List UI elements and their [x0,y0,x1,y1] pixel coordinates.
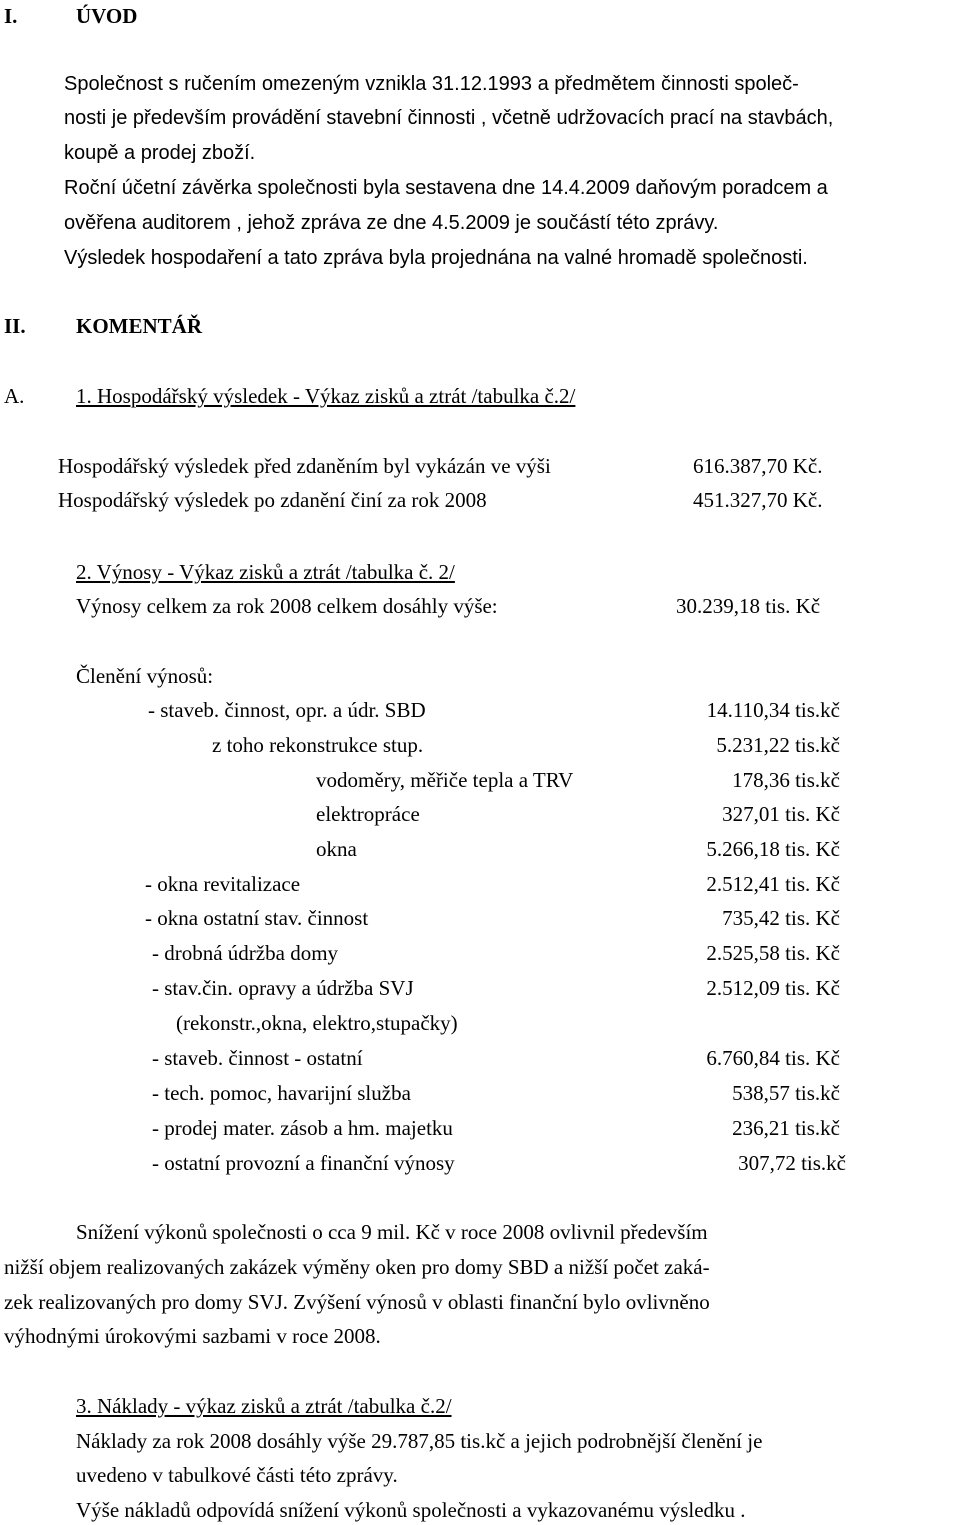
result-label: Hospodářský výsledek po zdanění činí za rok 2008 [58,488,487,512]
breakdown-label: - staveb. činnost, opr. a údr. SBD [148,698,426,722]
breakdown-note: (rekonstr.,okna, elektro,stupačky) [176,1011,458,1035]
breakdown-value: 6.760,84 tis. Kč [706,1046,840,1070]
comment-line: zek realizovaných pro domy SVJ. Zvýšení výnosů v oblasti finanční bylo ovlivněno [4,1290,710,1314]
revenue-total-label: Výnosy celkem za rok 2008 celkem dosáhly výše: [76,594,498,618]
breakdown-value: 2.512,09 tis. Kč [706,976,840,1000]
part-letter: A. [4,384,25,408]
costs-line: Výše nákladů odpovídá snížení výkonů společnosti a vykazovanému výsledku . [76,1498,746,1522]
breakdown-label: - stav.čin. opravy a údržba SVJ [152,976,414,1000]
breakdown-label: elektropráce [316,802,420,826]
breakdown-value: 5.231,22 tis.kč [716,733,840,757]
breakdown-value: 5.266,18 tis. Kč [706,837,840,861]
breakdown-label: - ostatní provozní a finanční výnosy [152,1151,455,1175]
comment-line: nižší objem realizovaných zakázek výměny oken pro domy SBD a nižší počet zaká- [4,1255,710,1279]
subsection-heading: 1. Hospodářský výsledek - Výkaz zisků a ztrát /tabulka č.2/ [76,384,576,408]
intro-line: nosti je především provádění stavební činnosti , včetně udržovacích prací na stavbách, [64,107,834,129]
breakdown-value: 236,21 tis.kč [732,1116,840,1140]
subsection-heading: 3. Náklady - výkaz zisků a ztrát /tabulka č.2/ [76,1394,452,1418]
costs-line: Náklady za rok 2008 dosáhly výše 29.787,85 tis.kč a jejich podrobnější členění je [76,1429,763,1453]
revenue-total-value: 30.239,18 tis. Kč [676,594,821,618]
breakdown-value: 178,36 tis.kč [732,768,840,792]
subsection-heading: 2. Výnosy - Výkaz zisků a ztrát /tabulka č. 2/ [76,560,455,584]
breakdown-label: - drobná údržba domy [152,941,339,965]
comment-line: výhodnými úrokovými sazbami v roce 2008. [4,1324,381,1348]
section-title: ÚVOD [76,4,138,28]
comment-line: Snížení výkonů společnosti o cca 9 mil. Kč v roce 2008 ovlivnil především [76,1220,708,1244]
intro-line: ověřena auditorem , jehož zpráva ze dne 4.5.2009 je součástí této zprávy. [64,212,719,234]
breakdown-label: - tech. pomoc, havarijní služba [152,1081,411,1105]
breakdown-value: 327,01 tis. Kč [722,802,840,826]
result-label: Hospodářský výsledek před zdaněním byl vykázán ve výši [58,454,551,478]
section-number: I. [4,4,18,28]
breakdown-label: - okna revitalizace [145,872,301,896]
breakdown-label: - okna ostatní stav. činnost [145,906,369,930]
breakdown-value: 735,42 tis. Kč [722,906,840,930]
intro-line: Společnost s ručením omezeným vznikla 31.12.1993 a předmětem činnosti společ- [64,73,799,95]
breakdown-label: vodoměry, měřiče tepla a TRV [316,768,574,792]
costs-line: uvedeno v tabulkové části této zprávy. [76,1463,398,1487]
section-number: II. [4,314,26,338]
breakdown-value: 307,72 tis.kč [738,1151,846,1175]
breakdown-value: 2.512,41 tis. Kč [706,872,840,896]
breakdown-label: - staveb. činnost - ostatní [152,1046,363,1070]
breakdown-value: 2.525,58 tis. Kč [706,941,840,965]
intro-line: Výsledek hospodaření a tato zpráva byla projednána na valné hromadě společnosti. [64,247,808,269]
breakdown-label: okna [316,837,357,861]
breakdown-label: z toho rekonstrukce stup. [212,733,424,757]
section-title: KOMENTÁŘ [76,314,202,338]
intro-line: Roční účetní závěrka společnosti byla sestavena dne 14.4.2009 daňovým poradcem a [64,177,828,199]
breakdown-label: - prodej mater. zásob a hm. majetku [152,1116,453,1140]
breakdown-value: 14.110,34 tis.kč [706,698,840,722]
result-value: 451.327,70 Kč. [693,488,823,512]
result-value: 616.387,70 Kč. [693,454,823,478]
breakdown-value: 538,57 tis.kč [732,1081,840,1105]
intro-line: koupě a prodej zboží. [64,142,256,164]
breakdown-title: Členění výnosů: [76,664,214,688]
